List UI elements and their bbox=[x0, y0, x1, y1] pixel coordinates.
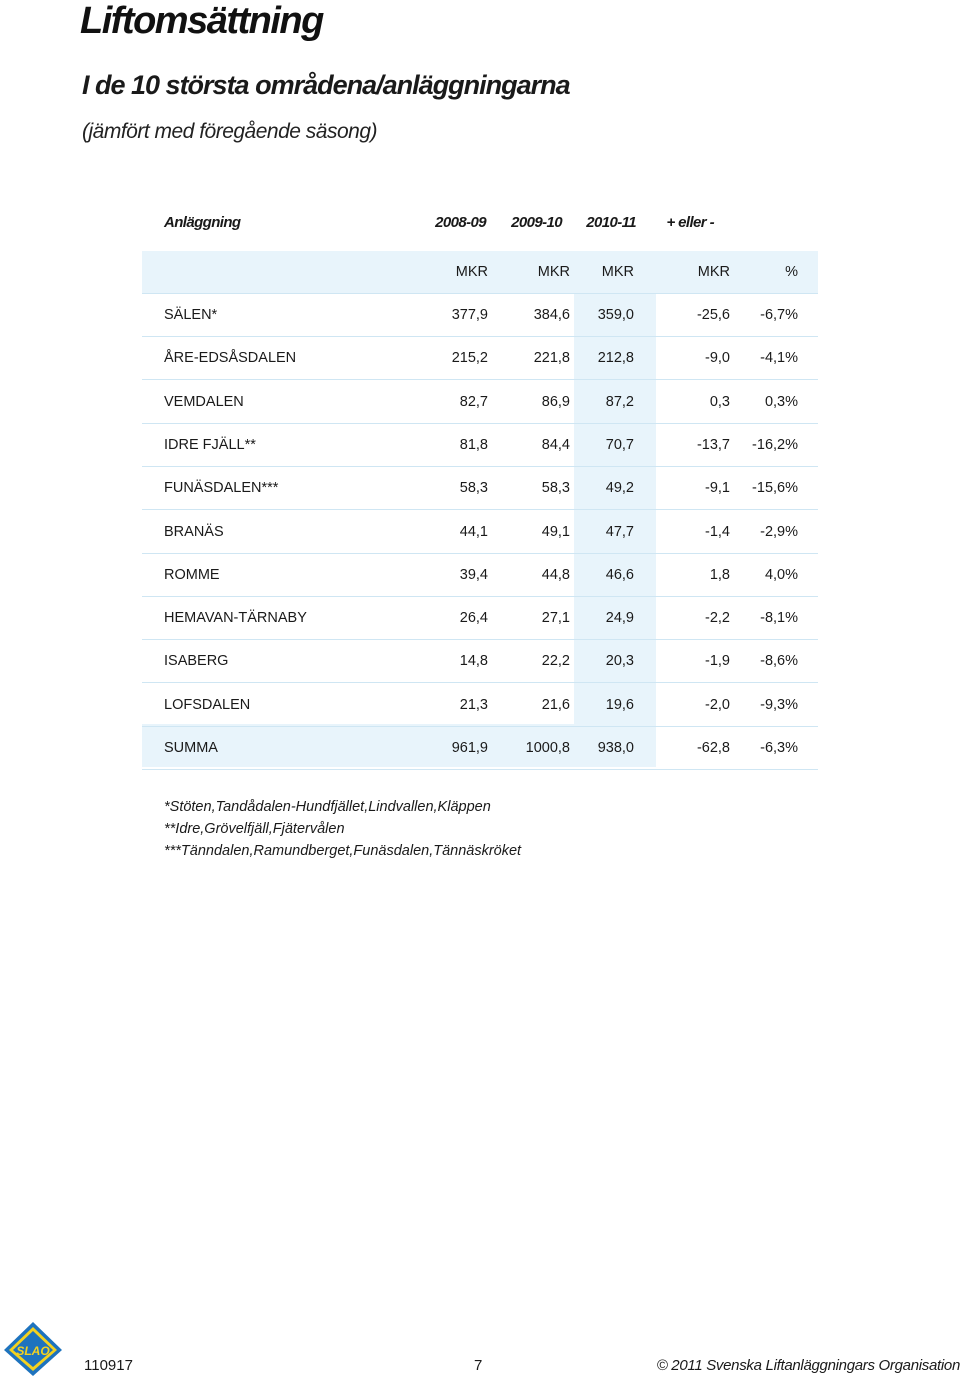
header-season-1: 2008-09 bbox=[435, 213, 486, 231]
page-subtitle: I de 10 största områdena/anläggningarna bbox=[82, 70, 570, 100]
value-cell: 1000,8 bbox=[525, 740, 570, 756]
unit-cell: MKR bbox=[455, 264, 488, 280]
value-cell: 4,0% bbox=[764, 566, 798, 583]
value-cell: -8,6% bbox=[760, 653, 798, 670]
table-row bbox=[142, 684, 818, 727]
value-cell: 938,0 bbox=[597, 740, 634, 756]
facility-name: ÅRE-EDSÅSDALEN bbox=[164, 350, 297, 367]
value-cell: 81,8 bbox=[459, 436, 488, 453]
value-cell: 19,6 bbox=[605, 696, 634, 713]
facility-name: ROMME bbox=[164, 566, 220, 583]
value-cell: 221,8 bbox=[533, 350, 570, 367]
value-cell: 44,1 bbox=[459, 523, 488, 540]
value-cell: 87,2 bbox=[605, 393, 634, 410]
svg-text:SLAO: SLAO bbox=[16, 1344, 50, 1358]
value-cell: 27,1 bbox=[541, 610, 570, 627]
facility-name: SÄLEN* bbox=[164, 307, 218, 323]
unit-cell: MKR bbox=[697, 264, 730, 280]
footer-date: 110917 bbox=[84, 1357, 133, 1374]
facility-name: HEMAVAN-TÄRNABY bbox=[164, 610, 307, 627]
units-row bbox=[142, 251, 818, 294]
value-cell: 58,3 bbox=[541, 480, 570, 497]
table-row bbox=[142, 424, 818, 467]
comparison-note: (jämfört med föregående säsong) bbox=[82, 120, 377, 143]
facility-name: IDRE FJÄLL** bbox=[164, 436, 256, 453]
value-cell: -9,3% bbox=[760, 696, 798, 713]
value-cell: 39,4 bbox=[459, 566, 488, 583]
value-cell: 47,7 bbox=[605, 523, 634, 540]
unit-cell: MKR bbox=[601, 264, 634, 280]
value-cell: 24,9 bbox=[605, 610, 634, 627]
footnote: **Idre,Grövelfjäll,Fjätervålen bbox=[164, 821, 345, 837]
facility-name: LOFSDALEN bbox=[164, 696, 251, 713]
value-cell: -2,0 bbox=[705, 696, 730, 713]
table-row bbox=[142, 597, 818, 640]
table-row bbox=[142, 511, 818, 554]
value-cell: 21,6 bbox=[541, 696, 570, 713]
value-cell: -1,4 bbox=[705, 523, 730, 540]
value-cell: 46,6 bbox=[605, 566, 634, 583]
value-cell: 20,3 bbox=[605, 653, 634, 670]
header-facility: Anläggning bbox=[164, 213, 241, 231]
table-row bbox=[142, 337, 818, 380]
facility-name: ISABERG bbox=[164, 653, 229, 670]
value-cell: -8,1% bbox=[760, 610, 798, 627]
value-cell: -6,7% bbox=[760, 307, 798, 323]
value-cell: -9,0 bbox=[705, 350, 730, 367]
slao-logo bbox=[2, 1320, 64, 1376]
facility-name: SUMMA bbox=[164, 740, 218, 756]
value-cell: -62,8 bbox=[696, 740, 730, 756]
unit-cell: MKR bbox=[537, 264, 570, 280]
value-cell: 84,4 bbox=[541, 436, 570, 453]
value-cell: 359,0 bbox=[597, 307, 634, 323]
value-cell: -4,1% bbox=[760, 350, 798, 367]
table-row bbox=[142, 467, 818, 510]
table-row bbox=[142, 381, 818, 424]
value-cell: 384,6 bbox=[533, 307, 570, 323]
facility-name: FUNÄSDALEN*** bbox=[164, 480, 279, 497]
value-cell: -15,6% bbox=[752, 480, 798, 497]
header-season-2: 2009-10 bbox=[511, 213, 562, 231]
table-header bbox=[142, 200, 818, 244]
table-row bbox=[142, 640, 818, 683]
value-cell: 49,1 bbox=[541, 523, 570, 540]
footnote: ***Tänndalen,Ramundberget,Funäsdalen,Tännäskröket bbox=[164, 843, 522, 859]
value-cell: 82,7 bbox=[459, 393, 488, 410]
value-cell: 0,3 bbox=[709, 393, 730, 410]
table-row bbox=[142, 554, 818, 597]
value-cell: 86,9 bbox=[541, 393, 570, 410]
value-cell: 1,8 bbox=[709, 566, 730, 583]
footnote: *Stöten,Tandådalen-Hundfjället,Lindvallen,Kläppen bbox=[164, 799, 491, 815]
value-cell: -1,9 bbox=[705, 653, 730, 670]
value-cell: 0,3% bbox=[764, 393, 798, 410]
value-cell: -25,6 bbox=[696, 307, 730, 323]
facility-name: VEMDALEN bbox=[164, 393, 244, 410]
value-cell: 14,8 bbox=[459, 653, 488, 670]
value-cell: -9,1 bbox=[705, 480, 730, 497]
footnotes bbox=[164, 796, 521, 862]
value-cell: 212,8 bbox=[597, 350, 634, 367]
unit-cell: % bbox=[785, 264, 798, 280]
page-title: Liftomsättning bbox=[80, 0, 323, 42]
value-cell: -2,9% bbox=[760, 523, 798, 540]
value-cell: 21,3 bbox=[459, 696, 488, 713]
total-row bbox=[142, 727, 818, 770]
value-cell: 49,2 bbox=[605, 480, 634, 497]
copyright: © 2011 Svenska Liftanläggningars Organisation bbox=[656, 1357, 960, 1374]
value-cell: -13,7 bbox=[696, 436, 730, 453]
value-cell: 22,2 bbox=[541, 653, 570, 670]
value-cell: 58,3 bbox=[459, 480, 488, 497]
page-number: 7 bbox=[474, 1357, 483, 1374]
value-cell: 70,7 bbox=[605, 436, 634, 453]
header-season-3: 2010-11 bbox=[586, 213, 636, 231]
value-cell: 44,8 bbox=[541, 566, 570, 583]
table-row bbox=[142, 294, 818, 337]
value-cell: -2,2 bbox=[705, 610, 730, 627]
header-change: + eller - bbox=[666, 213, 714, 231]
page-footer bbox=[0, 1320, 960, 1378]
value-cell: -16,2% bbox=[752, 436, 798, 453]
value-cell: 215,2 bbox=[451, 350, 488, 367]
value-cell: 26,4 bbox=[459, 610, 488, 627]
value-cell: 377,9 bbox=[451, 307, 488, 323]
facility-name: BRANÄS bbox=[164, 523, 224, 540]
value-cell: -6,3% bbox=[760, 740, 798, 756]
value-cell: 961,9 bbox=[451, 740, 488, 756]
